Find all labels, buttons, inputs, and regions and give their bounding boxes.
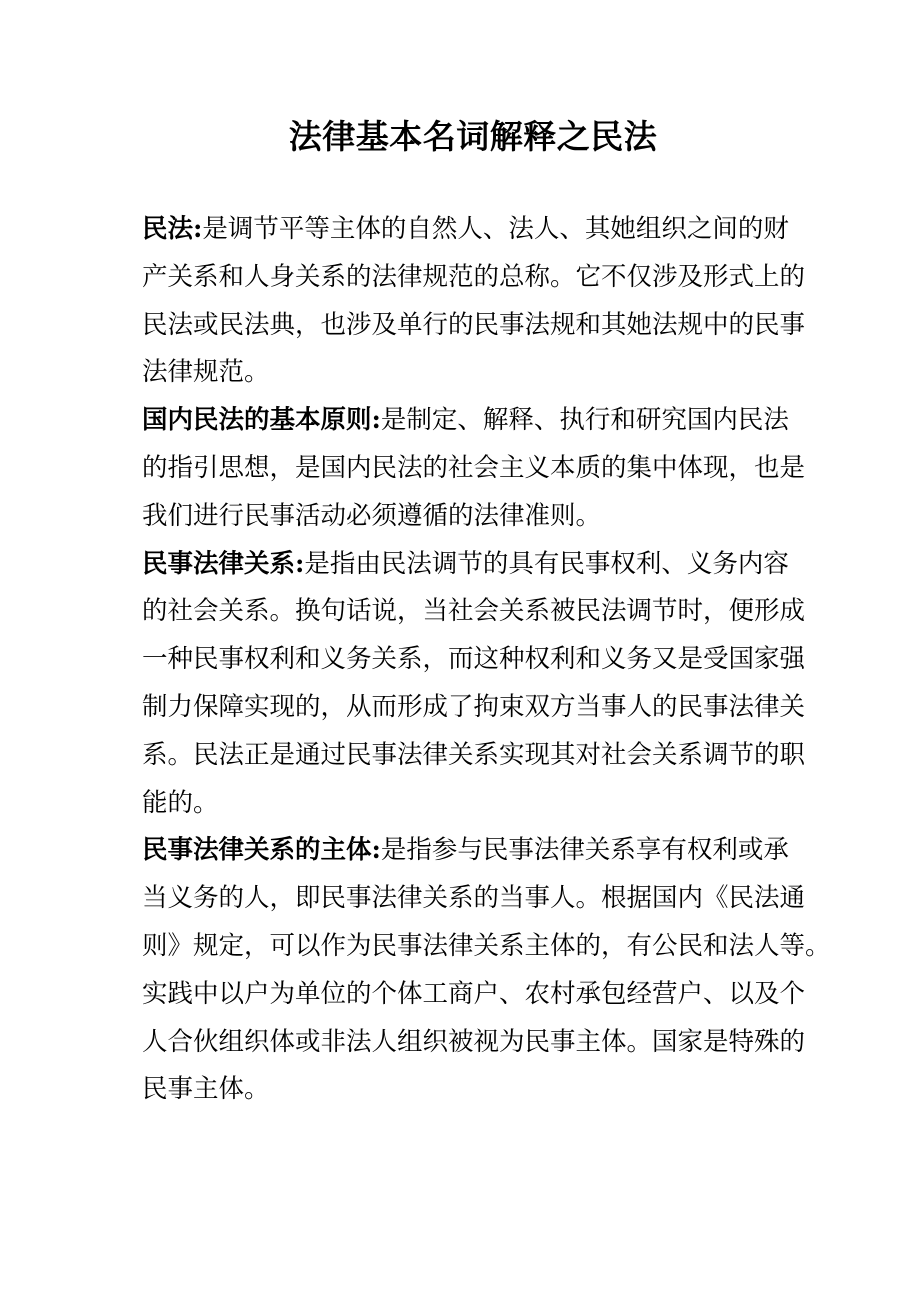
term-label: 民事法律关系的主体: — [142, 835, 381, 866]
text-line: 民法或民法典，也涉及单行的民事法规和其她法规中的民事 — [142, 309, 806, 340]
text-span: 是指由民法调节的具有民事权利、义务内容 — [304, 548, 789, 579]
paragraph-relation-subject — [142, 827, 831, 1114]
text-span: 是制定、解释、执行和研究国内民法 — [380, 405, 789, 436]
text-line: 能的。 — [142, 787, 219, 818]
text-line: 人合伙组织体或非法人组织被视为民事主体。国家是特殊的 — [142, 1026, 806, 1057]
text-line — [142, 541, 802, 589]
text-line: 我们进行民事活动必须遵循的法律准则。 — [142, 500, 602, 531]
text-line: 产关系和人身关系的法律规范的总称。它不仅涉及形式上的 — [142, 261, 806, 292]
term-label: 民法: — [142, 214, 203, 244]
text-line: 则》规定，可以作为民事法律关系主体的，有公民和法人等。 — [142, 930, 831, 961]
text-line: 民事主体。 — [142, 1074, 270, 1105]
text-line: 法律规范。 — [142, 357, 270, 388]
text-line: 制力保障实现的，从而形成了拘束双方当事人的民事法律关 — [142, 691, 806, 722]
document-title: 法律基本名词解释之民法 — [288, 117, 658, 156]
document-body — [142, 206, 831, 1114]
text-line: 当义务的人，即民事法律关系的当事人。根据国内《民法通 — [142, 883, 806, 914]
text-line: 的指引思想，是国内民法的社会主义本质的集中体现，也是 — [142, 452, 806, 483]
text-line — [142, 827, 802, 875]
text-line: 的社会关系。换句话说，当社会关系被民法调节时，便形成 — [142, 596, 806, 627]
text-line — [142, 206, 802, 254]
paragraph-basic-principles — [142, 397, 806, 540]
text-span: 是指参与民事法律关系享有权利或承 — [380, 835, 789, 866]
text-line: 实践中以户为单位的个体工商户、农村承包经营户、以及个 — [142, 978, 806, 1009]
text-span: 是调节平等主体的自然人、法人、其她组织之间的财 — [202, 214, 789, 244]
term-label: 国内民法的基本原则: — [142, 405, 381, 436]
paragraph-civil-legal-relation — [142, 541, 806, 828]
term-label: 民事法律关系: — [142, 548, 305, 579]
text-line: 系。民法正是通过民事法律关系实现其对社会关系调节的职 — [142, 739, 806, 770]
text-line — [142, 397, 802, 445]
text-line: 一种民事权利和义务关系，而这种权利和义务又是受国家强 — [142, 644, 806, 675]
paragraph-civil-law — [142, 206, 806, 397]
